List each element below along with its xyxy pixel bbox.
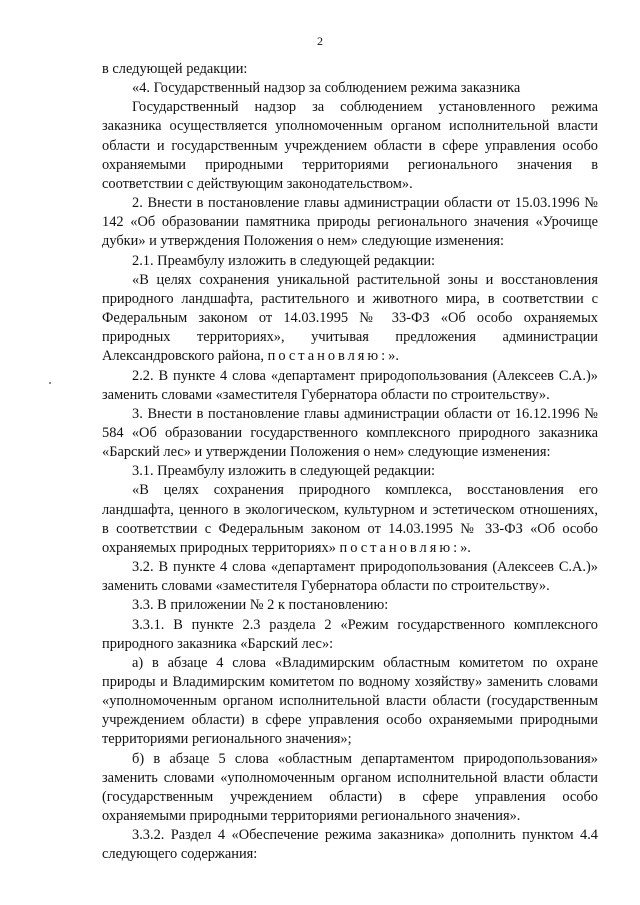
section-heading: «4. Государственный надзор за соблюдением режима заказника	[132, 80, 521, 97]
paragraph-item-3-1: 3.1. Преамбулу изложить в следующей редакции:	[132, 463, 436, 480]
page-number: 2	[317, 34, 323, 48]
document-body	[102, 60, 598, 865]
preamble-2-end: ».	[460, 539, 471, 556]
paragraph-item-2-2: 2.2. В пункте 4 слова «департамент природопользования (Алексеев С.А.)» заменить словами «заместителя Губернатора области по строительству».	[102, 367, 598, 403]
preamble-2-text: «В целях сохранения природного комплекса, восстановления его ландшафта, ценного в экологическом, культурном и эстетическом отношениях, в соответствии с Федеральным законом от 14.03.1995 № 33-ФЗ «Об особо охраняемых природных территориях»	[102, 482, 598, 556]
paragraph-item-2-1: 2.1. Преамбулу изложить в следующей редакции:	[132, 252, 436, 269]
margin-speck	[49, 382, 51, 384]
preamble-2-resolve: постановляю:	[339, 539, 461, 556]
paragraph-subitem-a: а) в абзаце 4 слова «Владимирским областным комитетом по охране природы и Владимирским комитетом по водному хозяйству» заменить словами «уполномоченным органом исполнительной власти области (государственным учреждением области) в сфере управления особо охраняемыми природными территориями регионального значения»;	[102, 654, 598, 748]
preamble-1-end: ».	[388, 348, 399, 365]
paragraph-subitem-b: б) в абзаце 5 слова «областным департаментом природопользования» заменить словами «уполномоченным органом исполнительной власти области (государственным учреждением области) в сфере управления особо охраняемыми природными территориями регионального значения».	[102, 750, 598, 825]
preamble-1-resolve: постановляю:	[267, 348, 389, 365]
paragraph-item-3-3: 3.3. В приложении № 2 к постановлению:	[132, 597, 389, 614]
paragraph-item-3-2: 3.2. В пункте 4 слова «департамент природопользования (Алексеев С.А.)» заменить словами «заместителя Губернатора области по строительству».	[102, 559, 598, 595]
paragraph-continuation: в следующей редакции:	[102, 61, 248, 77]
paragraph-item-3: 3. Внести в постановление главы администрации области от 16.12.1996 № 584 «Об образовании государственного комплексного природного заказника «Барский лес» и утверждении Положения о нем» следующие изменения:	[102, 405, 598, 461]
preamble-1-text: «В целях сохранения уникальной растительной зоны и восстановления природного ландшафта, растительного и животного мира, в соответствии с Федеральным законом от 14.03.1995 № 33-ФЗ «Об особо охраняемых природных территориях», учитывая предложения администрации Александровского района,	[102, 271, 598, 365]
paragraph-supervision: Государственный надзор за соблюдением установленного режима заказника осуществляется уполномоченным органом исполнительной власти области и государственным учреждением области в сфере управления особо охраняемыми природными территориями регионального значения в соответствии с действующим законодательством».	[102, 99, 598, 192]
paragraph-preamble-2	[102, 481, 598, 558]
paragraph-item-2: 2. Внести в постановление главы администрации области от 15.03.1996 № 142 «Об образовании памятника природы регионального значения «Урочище дубки» и утверждения Положения о нем» следующие изменения:	[102, 195, 598, 250]
paragraph-preamble-1	[102, 271, 598, 367]
paragraph-item-3-3-1: 3.3.1. В пункте 2.3 раздела 2 «Режим государственного комплексного природного заказника «Барский лес»:	[102, 616, 598, 652]
paragraph-item-3-3-2: 3.3.2. Раздел 4 «Обеспечение режима заказника» дополнить пунктом 4.4 следующего содержания:	[102, 827, 598, 863]
